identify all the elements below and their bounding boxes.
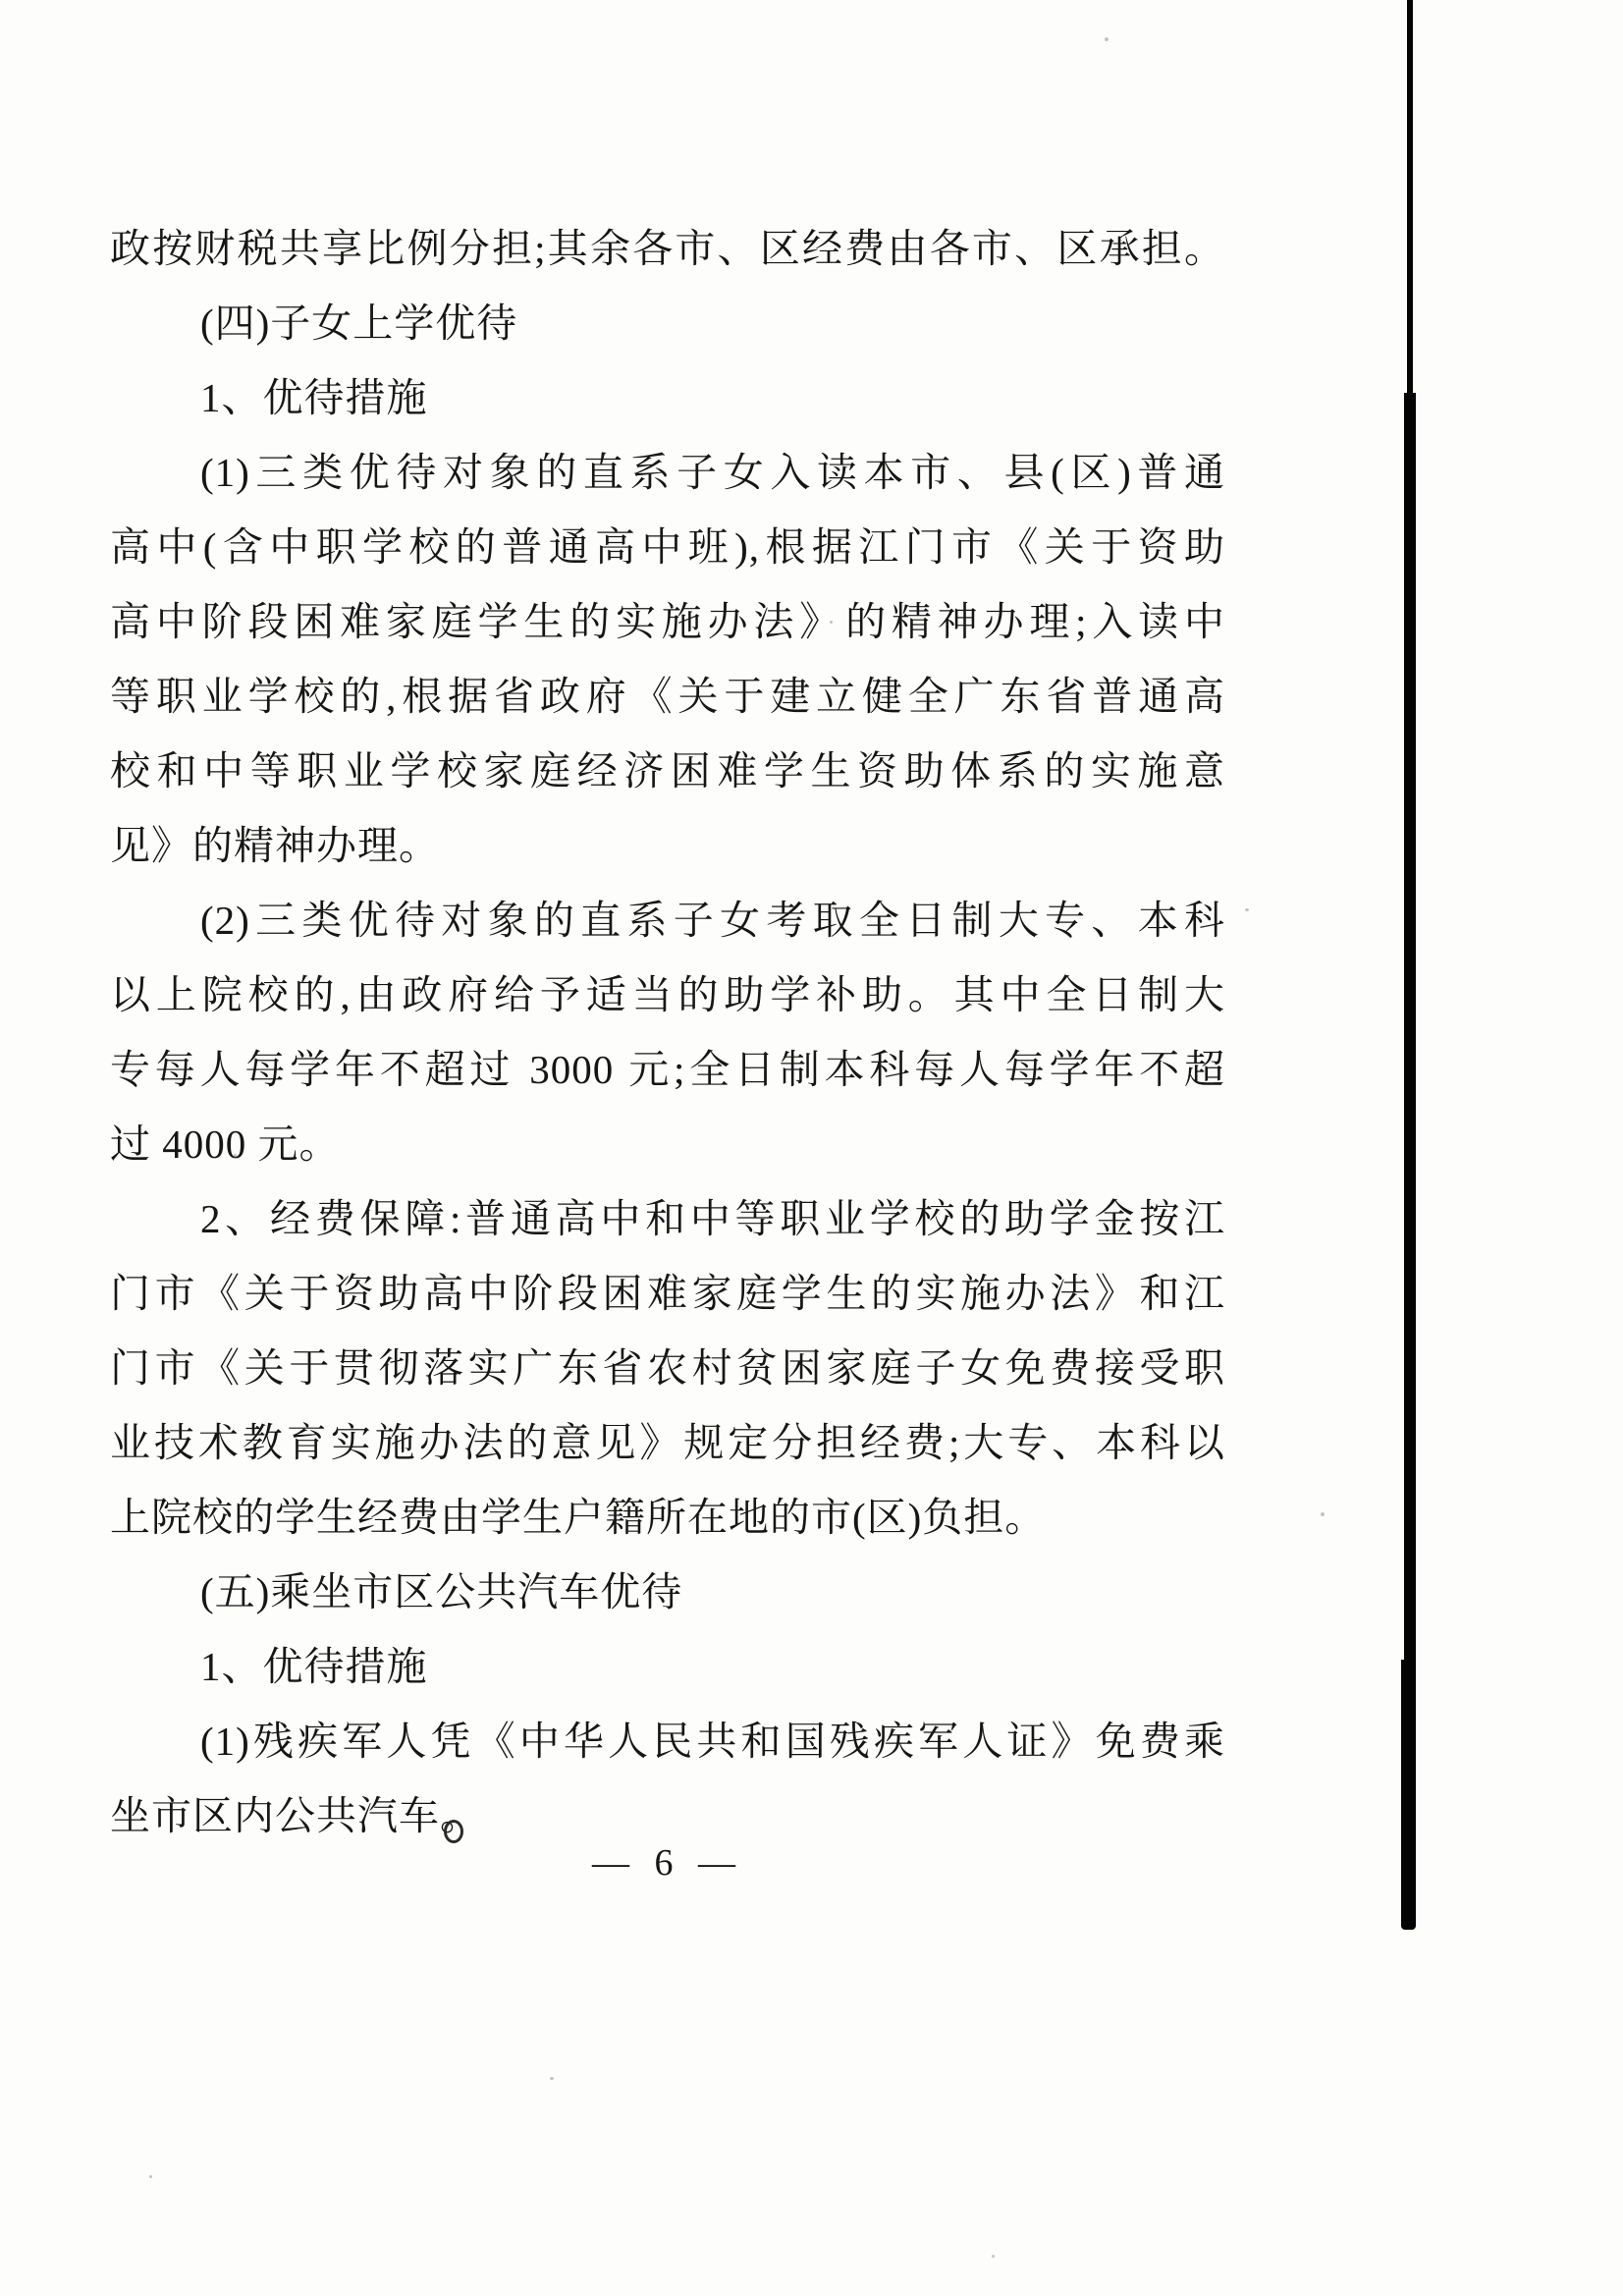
text-line: 校和中等职业学校家庭经济困难学生资助体系的实施意: [110, 748, 1225, 793]
scan-speckle: [234, 1154, 237, 1158]
scan-binding-artifact: [1401, 1660, 1416, 1930]
scan-speckle: [550, 2077, 554, 2080]
text-line: 高中阶段困难家庭学生的实施办法》的精神办理;入读中: [110, 599, 1225, 644]
document-text-block: [110, 211, 1225, 1853]
subsection-heading: 1、优待措施: [200, 375, 428, 420]
scan-speckle: [1105, 37, 1109, 41]
section-heading: (五)乘坐市区公共汽车优待: [200, 1569, 683, 1614]
text-line: 门市《关于贯彻落实广东省农村贫困家庭子女免费接受职: [110, 1345, 1225, 1391]
scan-speckle: [830, 621, 833, 624]
scan-speckle: [444, 1820, 463, 1843]
text-line: 政按财税共享比例分担;其余各市、区经费由各市、区承担。: [110, 226, 1225, 271]
scan-binding-artifact: [1407, 0, 1413, 412]
text-line: (2)三类优待对象的直系子女考取全日制大专、本科: [200, 898, 1225, 943]
scan-speckle: [149, 2175, 152, 2178]
scan-speckle: [1245, 908, 1249, 911]
subsection-heading: 2、经费保障:普通高中和中等职业学校的助学金按江: [200, 1196, 1225, 1241]
subsection-heading: 1、优待措施: [200, 1644, 428, 1689]
text-line: 坐市区内公共汽车。: [110, 1793, 481, 1838]
text-line: (1)三类优待对象的直系子女入读本市、县(区)普通: [200, 450, 1225, 495]
text-line: 以上院校的,由政府给予适当的助学补助。其中全日制大: [110, 972, 1225, 1017]
text-line: 见》的精神办理。: [110, 823, 440, 868]
text-line: 高中(含中职学校的普通高中班),根据江门市《关于资助: [110, 524, 1225, 570]
text-line: (1)残疾军人凭《中华人民共和国残疾军人证》免费乘: [200, 1719, 1225, 1764]
text-line: 专每人每学年不超过 3000 元;全日制本科每人每学年不超: [110, 1047, 1225, 1092]
section-heading: (四)子女上学优待: [200, 301, 518, 346]
page-number: — 6 —: [592, 1842, 743, 1884]
text-line: 上院校的学生经费由学生户籍所在地的市(区)负担。: [110, 1495, 1047, 1540]
text-line: 等职业学校的,根据省政府《关于建立健全广东省普通高: [110, 674, 1225, 719]
scan-speckle: [1321, 1512, 1325, 1516]
text-line: 业技术教育实施办法的意见》规定分担经费;大专、本科以: [110, 1420, 1225, 1465]
scan-binding-artifact: [1404, 393, 1416, 1679]
text-line: 门市《关于资助高中阶段困难家庭学生的实施办法》和江: [110, 1271, 1225, 1316]
text-line: 过 4000 元。: [110, 1121, 341, 1167]
scan-speckle: [992, 2255, 995, 2258]
